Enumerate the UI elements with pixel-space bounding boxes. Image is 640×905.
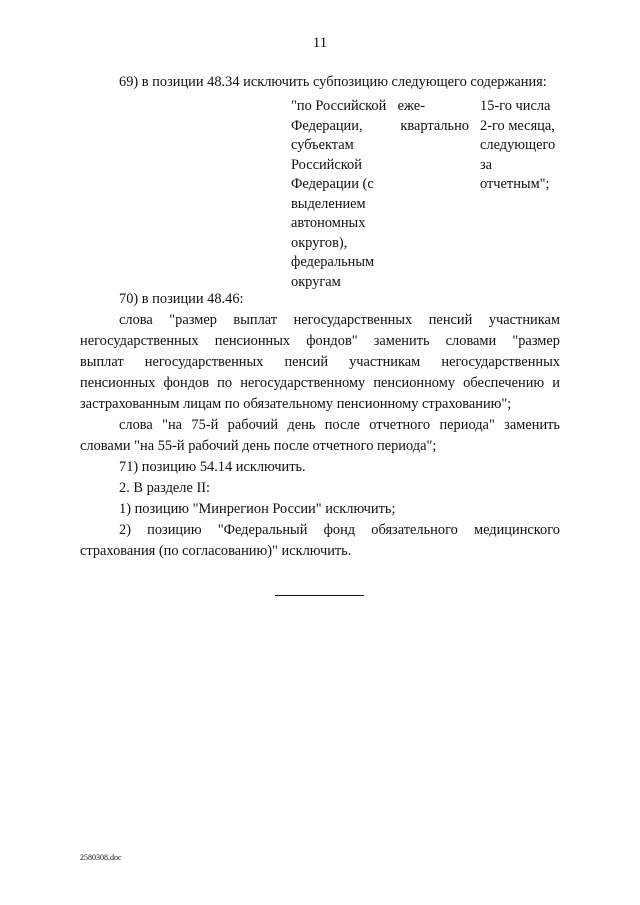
section-2-item-1: 1) позицию "Минрегион России" исключить; [119,501,396,517]
subposition-name-line: "по Российской [291,98,387,114]
subposition-name-line: Федерации (с [291,176,374,192]
subposition-name-line: выделением [291,195,366,212]
subposition-name-line: федеральным [291,254,375,270]
subposition-deadline-line: 2-го месяца, [480,117,555,134]
subposition-column-frequency [368,97,469,136]
subposition-column-deadline [480,97,555,195]
section-2-heading: 2. В разделе II: [119,480,211,496]
subposition-name-line: округов), [291,234,348,251]
item-70-paragraph2-line: словами "на 55-й рабочий день после отчетного периода"; [80,438,437,454]
item-70-paragraph-line: слова "размер выплат негосударственных пенсий участникам [119,312,560,328]
item-70-paragraph2-line: слова "на 75-й рабочий день после отчетного периода" заменить [119,417,560,433]
section-2-item-2-line: страхования (по согласованию)" исключить. [80,543,352,559]
section-2-item-2-line: 2) позицию "Федеральный фонд обязательного медицинского [119,522,560,538]
item-70-paragraph-line: выплат негосударственных пенсий участникам негосударственных [80,354,560,370]
subposition-frequency-line: еже- [397,98,425,114]
subposition-deadline-line: следующего [480,137,556,153]
subposition-name-line: Российской [291,156,362,173]
subposition-deadline-line: 15-го числа [480,98,551,114]
item-70-paragraph-line: пенсионных фондов по негосударственному пенсионному обеспечению и [80,375,560,391]
subposition-name-line: субъектам [291,137,354,153]
separator-line [275,595,364,596]
item-70-paragraph-line: негосударственных пенсионных фондов" заменить словами "размер [80,333,560,349]
page-number: 11 [312,35,328,51]
item-69-text: 69) в позиции 48.34 исключить субпозицию следующего содержания: [119,74,547,90]
item-71-text: 71) позицию 54.14 исключить. [119,459,306,475]
subposition-name-line: Федерации, [291,117,363,134]
subposition-frequency-line: квартально [400,117,469,134]
item-70-paragraph-line: застрахованным лицам по обязательному пенсионному страхованию"; [80,396,512,412]
subposition-deadline-line: отчетным"; [480,176,550,192]
subposition-deadline-line: за [480,156,493,173]
item-70-heading: 70) в позиции 48.46: [119,291,244,307]
subposition-name-line: автономных [291,215,366,231]
subposition-name-line: округам [291,273,341,290]
footer-file-name: 2580308.doc [80,853,122,862]
